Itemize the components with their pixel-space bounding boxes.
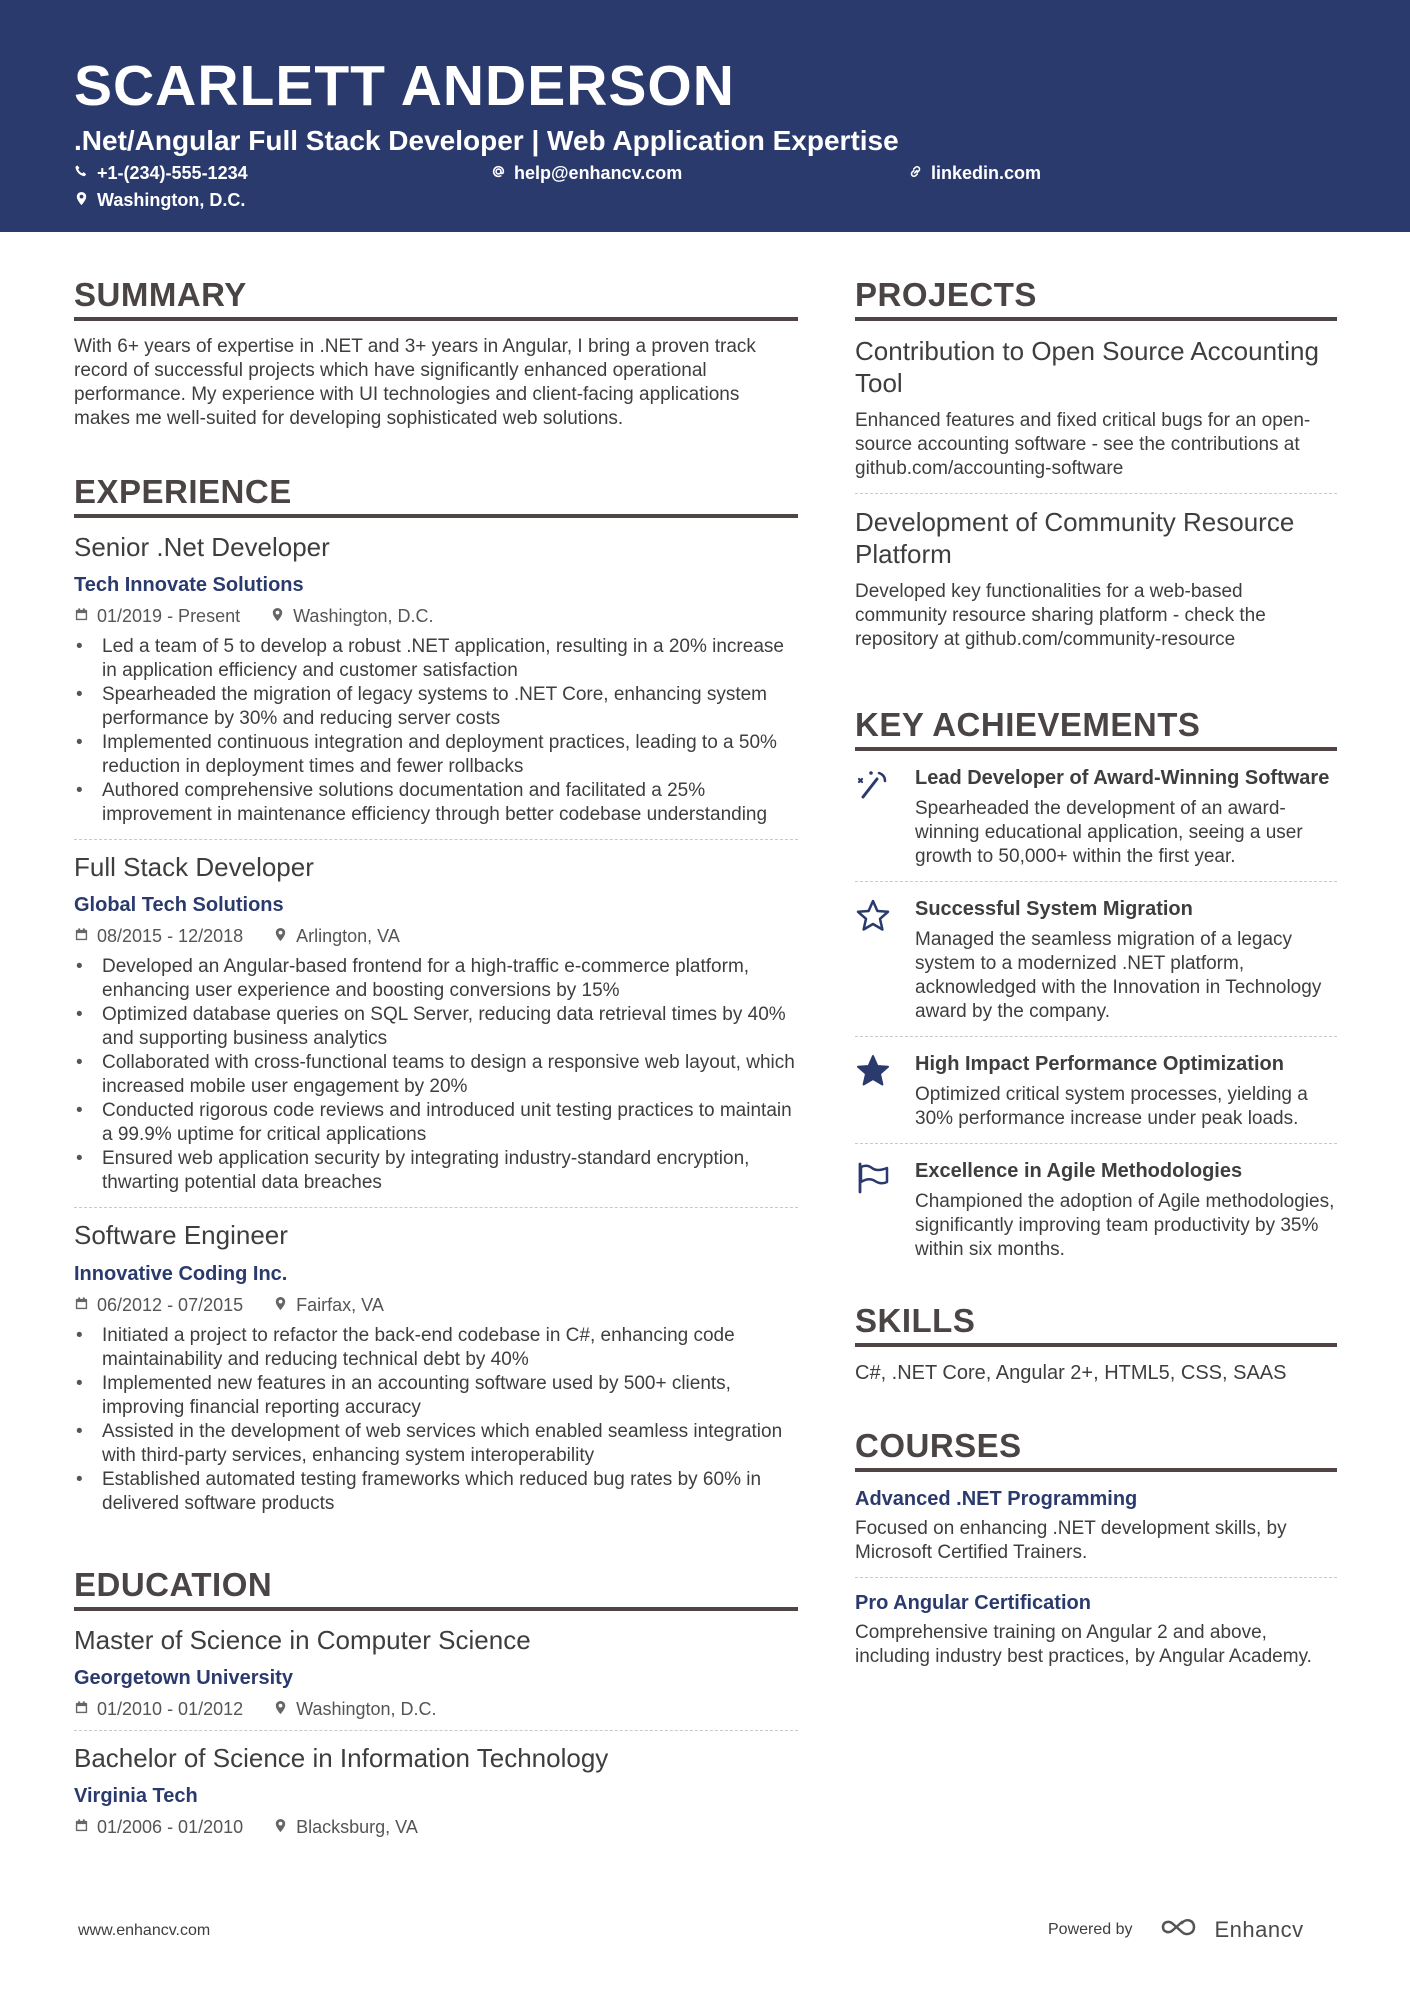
powered-by-text: Powered by — [1048, 1921, 1133, 1938]
bullet-item: • Spearheaded the migration of legacy systems to .NET Core, enhancing system performance by 30% and reducing server costs — [74, 683, 798, 731]
section-title-summary: SUMMARY — [74, 278, 798, 321]
job-meta — [74, 1296, 798, 1314]
summary-text: With 6+ years of expertise in .NET and 3+ years in Angular, I bring a proven track record of successful projects which have significantly enhanced operational performance. My experience with UI technologies and client-facing applications makes me well-suited for developing sophisticated web solutions. — [74, 336, 756, 429]
bullet-item: • Collaborated with cross-functional teams to design a responsive web layout, which increased mobile user engagement by 20% — [74, 1051, 798, 1099]
bullet-item: • Implemented continuous integration and deployment practices, leading to a 50% reduction in deployment times and fewer rollbacks — [74, 731, 798, 779]
at-icon — [491, 164, 506, 182]
contact-email[interactable]: help@enhancv.com — [491, 164, 682, 182]
enhancv-logo-icon — [1159, 1916, 1205, 1944]
course-title: Advanced .NET Programming — [855, 1488, 1138, 1510]
education-location: Blacksburg, VA — [296, 1816, 418, 1837]
course-entry — [855, 1486, 1337, 1578]
bullet-item: • Developed an Angular-based frontend for a high-traffic e-commerce platform, enhancing user experience and boosting conversions by 15% — [74, 955, 798, 1003]
education-meta — [74, 1818, 798, 1836]
job-bullets — [74, 955, 798, 1195]
section-title-skills: SKILLS — [855, 1304, 1337, 1347]
education-dates: 01/2006 - 01/2010 — [97, 1816, 244, 1837]
education-meta — [74, 1700, 798, 1718]
achievement-item — [855, 765, 1337, 882]
school: Virginia Tech — [74, 1784, 198, 1807]
left-column — [74, 278, 798, 1892]
achievement-title: Lead Developer of Award-Winning Software — [915, 767, 1330, 789]
bullet-item: • Optimized database queries on SQL Server, reducing data retrieval times by 40% and supporting business analytics — [74, 1003, 798, 1051]
job-bullets — [74, 635, 798, 827]
achievement-description: Optimized critical system processes, yielding a 30% performance increase under peak loads. — [915, 1084, 1308, 1129]
job-company: Global Tech Solutions — [74, 894, 284, 917]
star-filled-icon — [855, 1051, 915, 1131]
job-role: Senior .Net Developer — [74, 532, 330, 562]
school: Georgetown University — [74, 1666, 293, 1689]
section-title-achievements: KEY ACHIEVEMENTS — [855, 708, 1337, 751]
flag-icon — [855, 1158, 915, 1262]
experience-entry — [74, 532, 798, 840]
job-dates: 08/2015 - 12/2018 — [97, 926, 244, 947]
job-location: Fairfax, VA — [296, 1294, 384, 1315]
right-column — [855, 278, 1337, 1725]
location-pin-icon — [273, 927, 288, 945]
resume-header — [0, 0, 1410, 232]
bullet-item: • Initiated a project to refactor the back-end codebase in C#, enhancing code maintainability and reducing technical debt by 40% — [74, 1324, 798, 1372]
bullet-item: • Conducted rigorous code reviews and introduced unit testing practices to maintain a 99.9% uptime for critical applications — [74, 1099, 798, 1147]
achievement-title: Successful System Migration — [915, 898, 1193, 920]
achievement-title: Excellence in Agile Methodologies — [915, 1160, 1243, 1182]
candidate-name: SCARLETT ANDERSON — [74, 54, 735, 118]
project-description: Enhanced features and fixed critical bugs for an open-source accounting software - see the contributions at github.com/accounting-software — [855, 410, 1311, 479]
star-outline-icon — [855, 896, 915, 1024]
footer-website[interactable]: www.enhancv.com — [78, 1922, 211, 1939]
bullet-item: • Established automated testing frameworks which reduced bug rates by 60% in delivered software products — [74, 1468, 798, 1516]
bullet-item: • Assisted in the development of web services which enabled seamless integration with third-party services, enhancing system interoperability — [74, 1420, 798, 1468]
job-location: Arlington, VA — [296, 926, 400, 947]
section-title-experience: EXPERIENCE — [74, 475, 798, 518]
education-dates: 01/2010 - 01/2012 — [97, 1698, 244, 1719]
achievement-item — [855, 1158, 1337, 1274]
achievement-item — [855, 896, 1337, 1037]
phone-icon — [74, 164, 89, 182]
calendar-icon — [74, 1700, 89, 1718]
location-pin-icon — [273, 1296, 288, 1314]
project-entry — [855, 506, 1337, 664]
bullet-item: • Authored comprehensive solutions documentation and facilitated a 25% improvement in maintenance efficiency through better codebase understanding — [74, 779, 798, 827]
section-title-education: EDUCATION — [74, 1568, 798, 1611]
achievement-item — [855, 1051, 1337, 1144]
bullet-item: • Led a team of 5 to develop a robust .NET application, resulting in a 20% increase in application efficiency and customer satisfaction — [74, 635, 798, 683]
job-meta — [74, 607, 798, 625]
location-pin-icon — [270, 607, 285, 625]
course-description: Focused on enhancing .NET development skills, by Microsoft Certified Trainers. — [855, 1518, 1287, 1563]
location-pin-icon — [74, 191, 89, 209]
link-icon — [908, 164, 923, 182]
experience-entry — [74, 852, 798, 1208]
education-section — [74, 1565, 798, 1848]
section-title-courses: COURSES — [855, 1429, 1337, 1472]
degree: Master of Science in Computer Science — [74, 1624, 531, 1655]
enhancv-logo-text: Enhancv — [1214, 1917, 1304, 1942]
location-pin-icon — [273, 1700, 288, 1718]
job-meta — [74, 927, 798, 945]
wand-icon — [855, 765, 915, 869]
achievement-title: High Impact Performance Optimization — [915, 1053, 1284, 1075]
project-title: Development of Community Resource Platform — [855, 507, 1295, 569]
project-title: Contribution to Open Source Accounting Tool — [855, 336, 1319, 398]
course-title: Pro Angular Certification — [855, 1592, 1091, 1614]
section-title-projects: PROJECTS — [855, 278, 1337, 321]
achievement-description: Spearheaded the development of an award-winning educational application, seeing a user growth to 50,000+ within the first year. — [915, 798, 1303, 867]
education-entry — [74, 1743, 798, 1848]
education-location: Washington, D.C. — [296, 1698, 437, 1719]
bullet-item: • Ensured web application security by integrating industry-standard encryption, thwarting potential data breaches — [74, 1147, 798, 1195]
calendar-icon — [74, 607, 89, 625]
summary-section — [74, 278, 798, 431]
job-bullets — [74, 1324, 798, 1516]
footer-branding — [1048, 1916, 1304, 1944]
project-description: Developed key functionalities for a web-based community resource sharing platform - check the repository at github.com/community-resource — [855, 581, 1266, 650]
job-company: Innovative Coding Inc. — [74, 1262, 288, 1285]
education-entry — [74, 1625, 798, 1731]
course-description: Comprehensive training on Angular 2 and above, including industry best practices, by Angular Academy. — [855, 1622, 1312, 1667]
skills-list: C#, .NET Core, Angular 2+, HTML5, CSS, SAAS — [855, 1362, 1287, 1384]
job-role: Full Stack Developer — [74, 852, 314, 883]
achievements-section — [855, 708, 1337, 1274]
course-entry — [855, 1590, 1337, 1681]
job-company: Tech Innovate Solutions — [74, 574, 304, 597]
candidate-headline: .Net/Angular Full Stack Developer | Web Application Expertise — [74, 125, 899, 156]
job-dates: 01/2019 - Present — [97, 606, 241, 627]
job-role: Software Engineer — [74, 1220, 288, 1251]
experience-entry — [74, 1220, 798, 1527]
skills-section — [855, 1304, 1337, 1385]
achievement-description: Managed the seamless migration of a legacy system to a modernized .NET platform, acknowledged with the Innovation in Technology award by the company. — [915, 929, 1322, 1022]
calendar-icon — [74, 1296, 89, 1314]
job-dates: 06/2012 - 07/2015 — [97, 1294, 244, 1315]
project-entry — [855, 335, 1337, 494]
enhancv-logo[interactable] — [1159, 1916, 1304, 1944]
bullet-item: • Implemented new features in an accounting software used by 500+ clients, improving financial reporting accuracy — [74, 1372, 798, 1420]
calendar-icon — [74, 1818, 89, 1836]
achievement-description: Championed the adoption of Agile methodologies, significantly improving team productivity by 35% within six months. — [915, 1191, 1335, 1260]
calendar-icon — [74, 927, 89, 945]
contact-linkedin[interactable]: linkedin.com — [908, 164, 1041, 182]
projects-section — [855, 278, 1337, 664]
contact-phone[interactable]: +1-(234)-555-1234 — [74, 164, 248, 182]
contact-location: Washington, D.C. — [74, 191, 245, 209]
location-pin-icon — [273, 1818, 288, 1836]
experience-section — [74, 475, 798, 1528]
courses-section — [855, 1429, 1337, 1681]
degree: Bachelor of Science in Information Technology — [74, 1742, 609, 1773]
job-location: Washington, D.C. — [293, 606, 434, 627]
